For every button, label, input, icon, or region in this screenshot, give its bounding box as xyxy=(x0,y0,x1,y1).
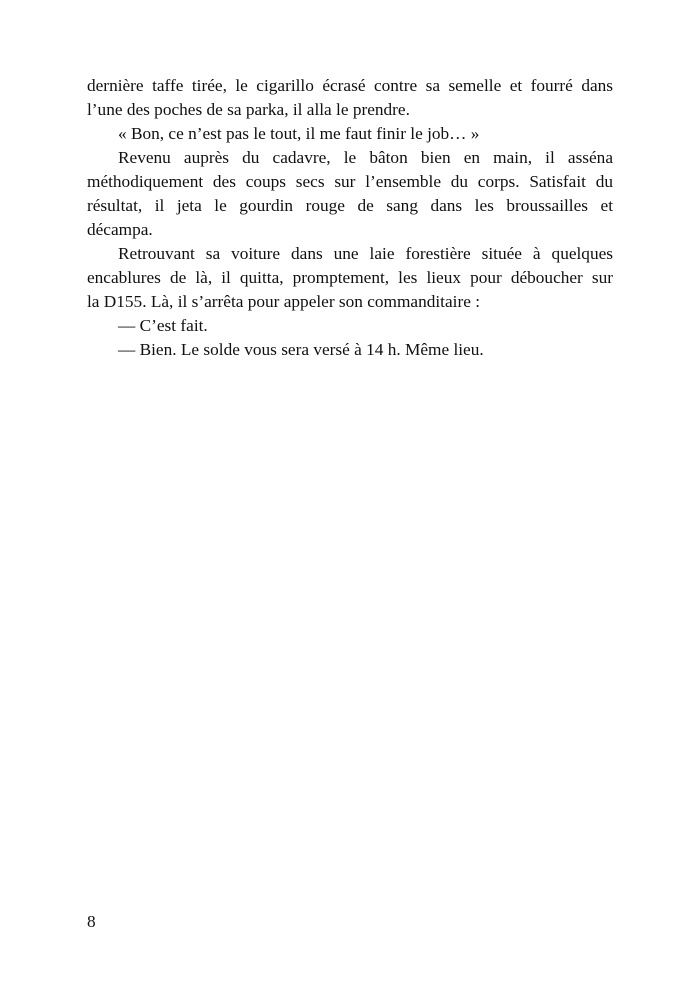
text-line: Retrouvant sa voiture dans une laie forestière située à quelques xyxy=(118,244,613,263)
text-line: la D155. Là, il s’arrêta pour appeler son commanditaire : xyxy=(87,292,481,311)
text-line: — Bien. Le solde vous sera versé à 14 h. Même lieu. xyxy=(118,340,484,359)
text-line: décampa. xyxy=(87,220,153,239)
text-line: méthodiquement des coups secs sur l’ensemble du corps. Satisfait du xyxy=(87,172,613,191)
text-line: l’une des poches de sa parka, il alla le prendre. xyxy=(87,100,410,119)
page-number: 8 xyxy=(87,912,96,931)
text-line: « Bon, ce n’est pas le tout, il me faut finir le job… » xyxy=(118,124,480,143)
text-line: Revenu auprès du cadavre, le bâton bien en main, il asséna xyxy=(118,148,613,167)
body-text xyxy=(87,74,613,362)
text-line: encablures de là, il quitta, promptement, les lieux pour déboucher sur xyxy=(87,268,613,287)
text-line: dernière taffe tirée, le cigarillo écrasé contre sa semelle et fourré dans xyxy=(87,76,613,95)
text-line: résultat, il jeta le gourdin rouge de sang dans les broussailles et xyxy=(87,196,613,215)
text-line: — C’est fait. xyxy=(118,316,208,335)
